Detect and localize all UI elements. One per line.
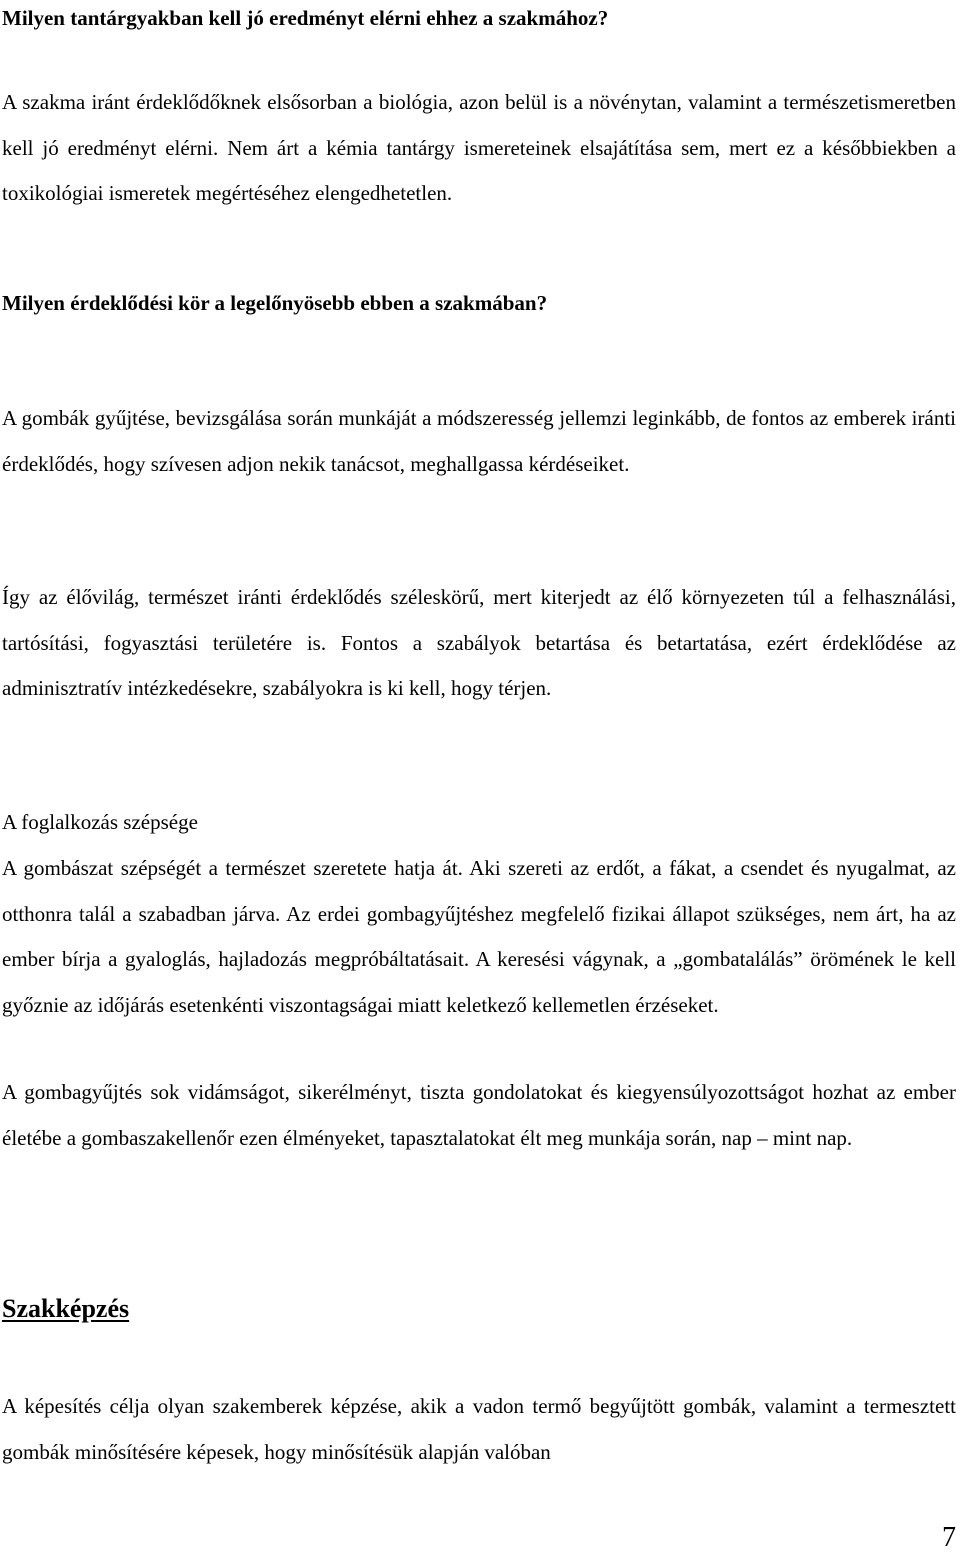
paragraph-subjects: A szakma iránt érdeklődőknek elsősorban a biológia, azon belül is a növénytan, valamint a természetismeretben kell jó eredményt elérni. Nem árt a kémia tantárgy ismereteinek elsajátítása sem, mert ez a későbbiekben a toxikológiai ismeretek megértéséhez elengedhetetlen.: [2, 90, 956, 205]
section-heading-training: Szakképzés: [2, 1294, 130, 1323]
paragraph-interests-2: Így az élővilág, természet iránti érdeklődés széleskörű, mert kiterjedt az élő környezeten túl a felhasználási, tartósítási, fogyasztási területére is. Fontos a szabályok betartása és betartatása, ezért érdeklődése az adminisztratív intézkedésekre, szabályokra is ki kell, hogy térjen.: [2, 585, 956, 700]
question-subjects: Milyen tantárgyakban kell jó eredményt elérni ehhez a szakmához?: [2, 6, 609, 30]
question-interests: Milyen érdeklődési kör a legelőnyösebb ebben a szakmában?: [2, 291, 548, 315]
paragraph-interests: A gombák gyűjtése, bevizsgálása során munkáját a módszeresség jellemzi leginkább, de fontos az emberek iránti érdeklődés, hogy szívesen adjon nekik tanácsot, meghallgassa kérdéseiket.: [2, 406, 956, 476]
paragraph-beauty-2: A gombagyűjtés sok vidámságot, sikerélményt, tiszta gondolatokat és kiegyensúlyozottságot hozhat az ember életébe a gombaszakellenőr ezen élményeket, tapasztalatokat élt meg munkája során, nap – mint nap.: [2, 1080, 956, 1150]
paragraph-training: A képesítés célja olyan szakemberek képzése, akik a vadon termő begyűjtött gombák, valamint a termesztett gombák minősítésére képesek, hogy minősítésük alapján valóban: [2, 1394, 956, 1464]
paragraph-beauty: A gombászat szépségét a természet szeretete hatja át. Aki szereti az erdőt, a fákat, a csendet és nyugalmat, az otthonra talál a szabadban járva. Az erdei gombagyűjtéshez megfelelő fizikai állapot szükséges, nem árt, ha az ember bírja a gyaloglás, hajladozás megpróbáltatásait. A keresési vágynak, a „gombatalálás” örömének le kell győznie az időjárás esetenkénti viszontagságai miatt keletkező kellemetlen érzéseket.: [2, 856, 956, 1017]
heading-beauty: A foglalkozás szépsége: [2, 810, 198, 834]
page-number: 7: [942, 1522, 956, 1553]
